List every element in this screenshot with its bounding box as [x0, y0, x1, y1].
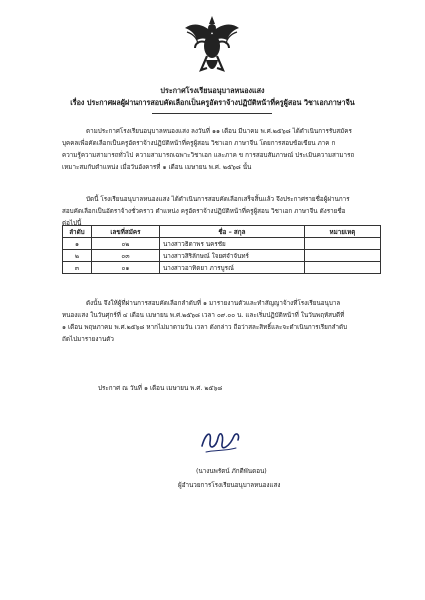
cell-no: ๒ [63, 250, 92, 262]
cell-remark [304, 262, 380, 274]
announcement-date: ประกาศ ณ วันที่ ๑ เดือน เมษายน พ.ศ. ๒๕๖๘ [98, 385, 223, 392]
header-application-id: เลขที่สมัคร [91, 226, 159, 238]
table-row [63, 238, 381, 250]
results-table [62, 225, 381, 274]
paragraph-line: ตามประกาศโรงเรียนอนุบาลหนองแสง ลงวันที่ ๑๑ เดือน มีนาคม พ.ศ.๒๕๖๘ ได้ดำเนินการรับสมัคร [86, 128, 352, 135]
cell-no: ๑ [63, 238, 92, 250]
paragraph-line: สอบคัดเลือกเป็นอัตราจ้างชั่วคราว ตำแหน่ง ครูอัตราจ้างปฏิบัติหน้าที่ครูผู้สอน วิชาเอก ภาษาจีน ดังรายชื่อ [62, 208, 346, 215]
cell-name: นางสาวอาทิตยา ภารบูรณ์ [160, 262, 305, 274]
table-header-row [63, 226, 381, 238]
paragraph-line: บัดนี้ โรงเรียนอนุบาลหนองแสง ได้ดำเนินการสอบคัดเลือกเสร็จสิ้นแล้ว จึงประกาศรายชื่อผู้ผ่านการ [86, 196, 350, 203]
cell-no: ๓ [63, 262, 92, 274]
paragraph-line: ๑ เดือน พฤษภาคม พ.ศ.๒๕๖๘ หากไม่มาตามวัน เวลา ดังกล่าว ถือว่าสละสิทธิ์และจะดำเนินการเรียกลำดับ [62, 324, 348, 331]
paragraph-line: ความรู้ความสามารถทั่วไป ความสามารถเฉพาะวิชาเอก และภาค ข การสอบสัมภาษณ์ ประเมินความสามารถ [62, 152, 355, 159]
cell-application-id: ๐๑ [91, 262, 159, 274]
header-no: ลำดับ [63, 226, 92, 238]
signatory-name: (นางนพรัตน์ ภักดีพันดอน) [196, 468, 267, 475]
cell-name: นางสาวธิดาพร นครชัย [160, 238, 305, 250]
paragraph-line: ต่อไปนี้ [62, 220, 82, 227]
handwritten-signature [196, 424, 244, 458]
signatory-title: ผู้อำนวยการโรงเรียนอนุบาลหนองแสง [178, 482, 281, 489]
table-row [63, 250, 381, 262]
cell-name: นางสาวสิริลักษณ์ ใจยศจำจันทร์ [160, 250, 305, 262]
cell-remark [304, 238, 380, 250]
paragraph-line: เหมาะสมกับตำแหน่ง เมื่อวันอังคารที่ ๑ เดือน เมษายน พ.ศ. ๒๕๖๘ นั้น [62, 164, 252, 171]
paragraph-line: หนองแสง ในวันศุกร์ที่ ๔ เดือน เมษายน พ.ศ.๒๕๖๘ เวลา ๐๙.๐๐ น. และเริ่มปฏิบัติหน้าที่ ในวันพฤหัสบดีที่ [62, 312, 345, 319]
announcement-title: ประกาศโรงเรียนอนุบาลหนองแสง [160, 86, 265, 95]
header-remark: หมายเหตุ [304, 226, 380, 238]
announcement-subject: เรื่อง ประกาศผลผู้ผ่านการสอบคัดเลือกเป็นครูอัตราจ้างปฏิบัติหน้าที่ครูผู้สอน วิชาเอกภาษาจีน [70, 98, 355, 107]
cell-application-id: ๐๓ [91, 250, 159, 262]
paragraph-background [62, 126, 382, 174]
header-name: ชื่อ – สกุล [160, 226, 305, 238]
garuda-emblem-icon [183, 14, 241, 76]
table-row [63, 262, 381, 274]
paragraph-line: บุคคลเพื่อคัดเลือกเป็นครูอัตราจ้างปฏิบัติหน้าที่ครูผู้สอน วิชาเอก ภาษาจีน โดยการสอบข้อเขียน ภาค ก [62, 140, 336, 147]
cell-application-id: ๐๒ [91, 238, 159, 250]
title-divider [152, 113, 272, 114]
paragraph-line: ถัดไปมารายงานตัว [62, 336, 114, 343]
cell-remark [304, 250, 380, 262]
paragraph-line: ดังนั้น จึงให้ผู้ที่ผ่านการสอบคัดเลือกลำดับที่ ๑ มารายงานตัวและทำสัญญาจ้างที่โรงเรียนอนุบาล [86, 300, 341, 307]
paragraph-instructions [62, 298, 382, 346]
